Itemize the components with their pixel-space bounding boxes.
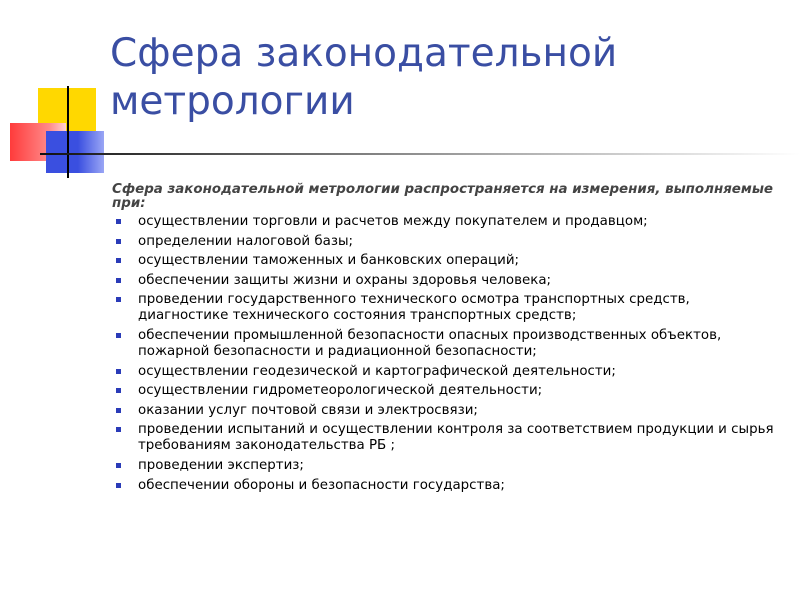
list-item-text: обеспечении промышленной безопасности опасных производственных объектов, пожарной безопасности и радиационной безопасности;: [138, 327, 722, 359]
intro-text: Сфера законодательной метрологии распространяется на измерения, выполняемые при:: [112, 182, 774, 211]
list-item: [112, 403, 782, 419]
list-item: [112, 292, 782, 324]
list-item: [112, 214, 782, 230]
square-bullet-icon: [116, 278, 121, 283]
decor-vertical-line: [67, 86, 69, 178]
list-item-text: осуществлении таможенных и банковских операций;: [138, 253, 520, 269]
list-item: [112, 422, 782, 454]
list-item-text: проведении испытаний и осуществлении контроля за соответствием продукции и сырья требованиям законодательства РБ ;: [138, 422, 774, 454]
decor-blue-square: [46, 131, 104, 173]
bullet-list: [112, 214, 782, 494]
list-item-text: обеспечении обороны и безопасности государства;: [138, 477, 505, 493]
list-item-text: оказании услуг почтовой связи и электросвязи;: [138, 402, 478, 418]
title-divider-line: [40, 153, 800, 155]
slide-title: Сфера законодательной метрологии: [110, 31, 618, 124]
slide-body: [112, 183, 782, 497]
list-item-text: осуществлении торговли и расчетов между покупателем и продавцом;: [138, 214, 648, 229]
square-bullet-icon: [116, 239, 121, 244]
list-item: [112, 234, 782, 250]
square-bullet-icon: [116, 408, 121, 413]
list-item-text: определении налоговой базы;: [138, 233, 354, 249]
square-bullet-icon: [116, 369, 121, 374]
list-item: [112, 273, 782, 289]
list-item: [112, 364, 782, 380]
square-bullet-icon: [116, 388, 121, 393]
square-bullet-icon: [116, 463, 121, 468]
list-item: [112, 328, 782, 360]
square-bullet-icon: [116, 333, 121, 338]
list-item: [112, 253, 782, 269]
square-bullet-icon: [116, 219, 121, 224]
list-item-text: осуществлении геодезической и картографической деятельности;: [138, 363, 616, 379]
list-item: [112, 383, 782, 399]
list-item-text: проведении государственного технического осмотра транспортных средств, диагностике технического состояния транспортных средств;: [138, 292, 690, 324]
square-bullet-icon: [116, 258, 121, 263]
list-item: [112, 458, 782, 474]
list-item: [112, 478, 782, 494]
list-item-text: обеспечении защиты жизни и охраны здоровья человека;: [138, 272, 552, 288]
list-item-text: осуществлении гидрометеорологической деятельности;: [138, 383, 543, 399]
list-item-text: проведении экспертиз;: [138, 457, 304, 473]
square-bullet-icon: [116, 483, 121, 488]
square-bullet-icon: [116, 427, 121, 432]
square-bullet-icon: [116, 297, 121, 302]
